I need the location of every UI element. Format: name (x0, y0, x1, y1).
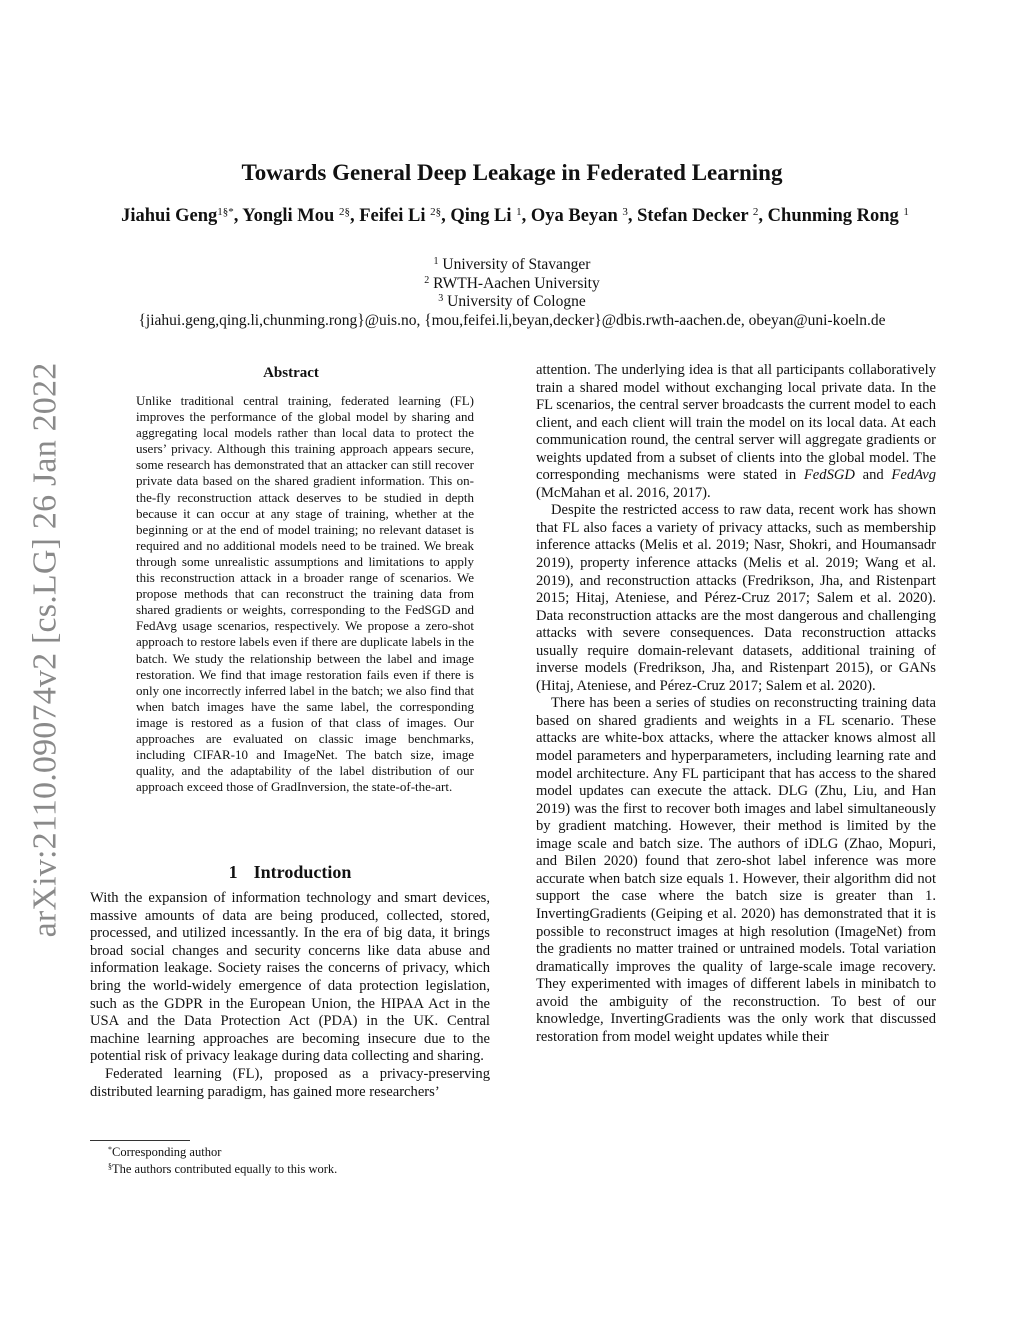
author-name: , Qing Li (441, 206, 517, 226)
emphasis-fedsgd: FedSGD (803, 467, 855, 484)
footnote (108, 1144, 488, 1161)
author-name: , Yongli Mou (233, 206, 339, 226)
paragraph-text: attention. The underlying idea is that all participants collaboratively train a shared model without exchanging local private data. In the FL scenarios, the central server broadcasts the current model to each client, and each client will train the model on its local data. At each communication round, the central server will aggregate gradients or weights updated from a subset of clients into the global model. The corresponding mechanisms were stated in (536, 362, 936, 484)
affiliation-name: RWTH-Aachen University (433, 274, 600, 292)
paragraph-text: and (854, 467, 892, 484)
affiliation-line (0, 293, 1024, 312)
author-marker: 1§* (217, 206, 234, 218)
introduction-right-column (536, 362, 936, 1046)
affiliations (0, 256, 1024, 330)
paragraph-text: (McMahan et al. 2016, 2017). (536, 484, 711, 501)
affiliation-line (0, 275, 1024, 294)
affiliation-number: 3 (438, 293, 444, 304)
author-marker: 2§ (430, 206, 442, 218)
footnote-text: Corresponding author (112, 1145, 222, 1159)
emphasis-fedavg: FedAvg (891, 467, 936, 484)
intro-paragraph: There has been a series of studies on reconstructing training data based on shared gradients and weights in a FL scenario. These attacks are white-box attacks, where the attacker knows almost all model parameters and hyperparameters, including learning rate and model architecture. Any FL participant that has access to the shared model updates can execute the attack. DLG (Zhu, Liu, and Han 2019) was the first to recover both images and label simultaneously by gradient matching. However, their method is limited by the image scale and batch size. The authors of iDLG (Zhao, Mopuri, and Bilen 2020) found that zero-shot label inference was more accurate when batch size equals 1. However, their algorithm did not support the case where the batch size is greater than 1. InvertingGradients (Geiping et al. 2020) has demonstrated that it is possible to reconstruct images at high resolution (ImageNet) from the gradients no matter trained or untrained models. Total variation dramatically improves the quality of large-scale image recovery. They experimented with images of different labels in minibatch to avoid the ambiguity of the reconstruction. To best of our knowledge, InvertingGradients was the only work that discussed restoration from model weight updates while their (536, 695, 936, 1045)
section-title: Introduction (253, 862, 352, 882)
footnote-divider (90, 1140, 190, 1141)
author-name: , Stefan Decker (627, 206, 753, 226)
author-name: , Feifei Li (349, 206, 431, 226)
abstract-heading: Abstract (263, 365, 319, 381)
footnote-mark: § (108, 1162, 112, 1171)
intro-paragraph (536, 362, 936, 502)
footnote (108, 1161, 488, 1178)
author-marker: 2 (752, 206, 759, 218)
author-list (110, 204, 920, 228)
section-heading-introduction (90, 862, 490, 883)
affiliation-name: University of Stavanger (442, 256, 591, 273)
author-marker: 2§ (338, 206, 350, 218)
author-name: , Oya Beyan (521, 206, 623, 226)
author-emails: {jiahui.geng,qing.li,chunming.rong}@uis.no, {mou,feifei.li,beyan,decker}@dbis.rwth-aachen.de, obeyan@uni-koeln.de (138, 311, 886, 329)
abstract-text: Unlike traditional central training, federated learning (FL) improves the performance of the global model by sharing and aggregating local models rather than local data to protect the users’ privacy. Although this training approach appears secure, some research has demonstrated that an attacker can still recover private data based on the shared gradient information. This on-the-fly reconstruction attack deserves to be studied in depth because it can occur at any stage of training, whether at the beginning or at the end of model training; no relevant dataset is required and no additional models need to be trained. We break through some unrealistic assumptions and limitations to apply this reconstruction attack in a broader range of scenarios. We propose methods that can reconstruct the training data from shared gradients or weights, corresponding to the FedSGD and FedAvg usage scenarios, respectively. We propose a zero-shot approach to restore labels even if there are duplicate labels in the batch. We study the relationship between the label and image restoration. We find that image restoration fails even if there is only one incorrectly inferred label in the batch; we also find that when batch images have the same label, the corresponding image is restored as a fusion of that class of images. Our approaches are evaluated on classic image benchmarks, including CIFAR-10 and ImageNet. The batch size, image quality, and the adaptability of the label distribution of our approach exceed those of GradInversion, the state-of-the-art. (136, 393, 474, 795)
author-marker: 1 (903, 206, 909, 218)
affiliation-line (0, 256, 1024, 275)
arxiv-identifier: arXiv:2110.09074v2 [cs.LG] 26 Jan 2022 (26, 362, 63, 938)
introduction-left-column (90, 890, 490, 1101)
author-name: , Chunming Rong (758, 206, 904, 226)
footnote-text: The authors contributed equally to this work. (112, 1162, 338, 1176)
section-number: 1 (228, 862, 238, 882)
affiliation-number: 1 (433, 256, 439, 267)
paper-title: Towards General Deep Leakage in Federated Learning (241, 160, 783, 185)
author-marker: 3 (622, 206, 628, 218)
footnotes (108, 1144, 488, 1178)
intro-paragraph: With the expansion of information technology and smart devices, massive amounts of data are being produced, collected, stored, processed, and utilized incessantly. In the era of big data, it brings broad social changes and security concerns like data abuse and information leakage. Society raises the concerns of privacy, which bring the world-widely emergence of data protection legislation, such as the GDPR in the European Union, the HIPAA Act in the USA and the Data Protection Act (PDA) in the UK. Central machine learning approaches are becoming insecure due to the potential risk of privacy leakage during data collecting and sharing. (90, 890, 490, 1065)
author-marker: 1 (516, 206, 522, 218)
affiliation-number: 2 (424, 274, 430, 286)
footnote-mark: * (108, 1145, 112, 1154)
author-name: Jiahui Geng (121, 206, 218, 226)
intro-paragraph: Despite the restricted access to raw data, recent work has shown that FL also faces a variety of privacy attacks, such as membership inference attacks (Melis et al. 2019; Nasr, Shokri, and Houmansadr 2019), property inference attacks (Melis et al. 2019; Wang et al. 2019), and reconstruction attacks (Fredrikson, Jha, and Ristenpart 2015; Hitaj, Ateniese, and Pérez-Cruz 2017; Salem et al. 2020). Data reconstruction attacks are the most dangerous and challenging attacks with severe consequences. Data reconstruction attacks usually require domain-relevant datasets, additional training of inverse models (Fredrikson, Jha, and Ristenpart 2015), or GANs (Hitaj, Ateniese, and Pérez-Cruz 2017; Salem et al. 2020). (536, 502, 936, 694)
arxiv-side-stamp (22, 355, 68, 945)
intro-paragraph: Federated learning (FL), proposed as a privacy-preserving distributed learning paradigm, has gained more researchers’ (90, 1065, 490, 1100)
affiliation-name: University of Cologne (447, 293, 586, 310)
